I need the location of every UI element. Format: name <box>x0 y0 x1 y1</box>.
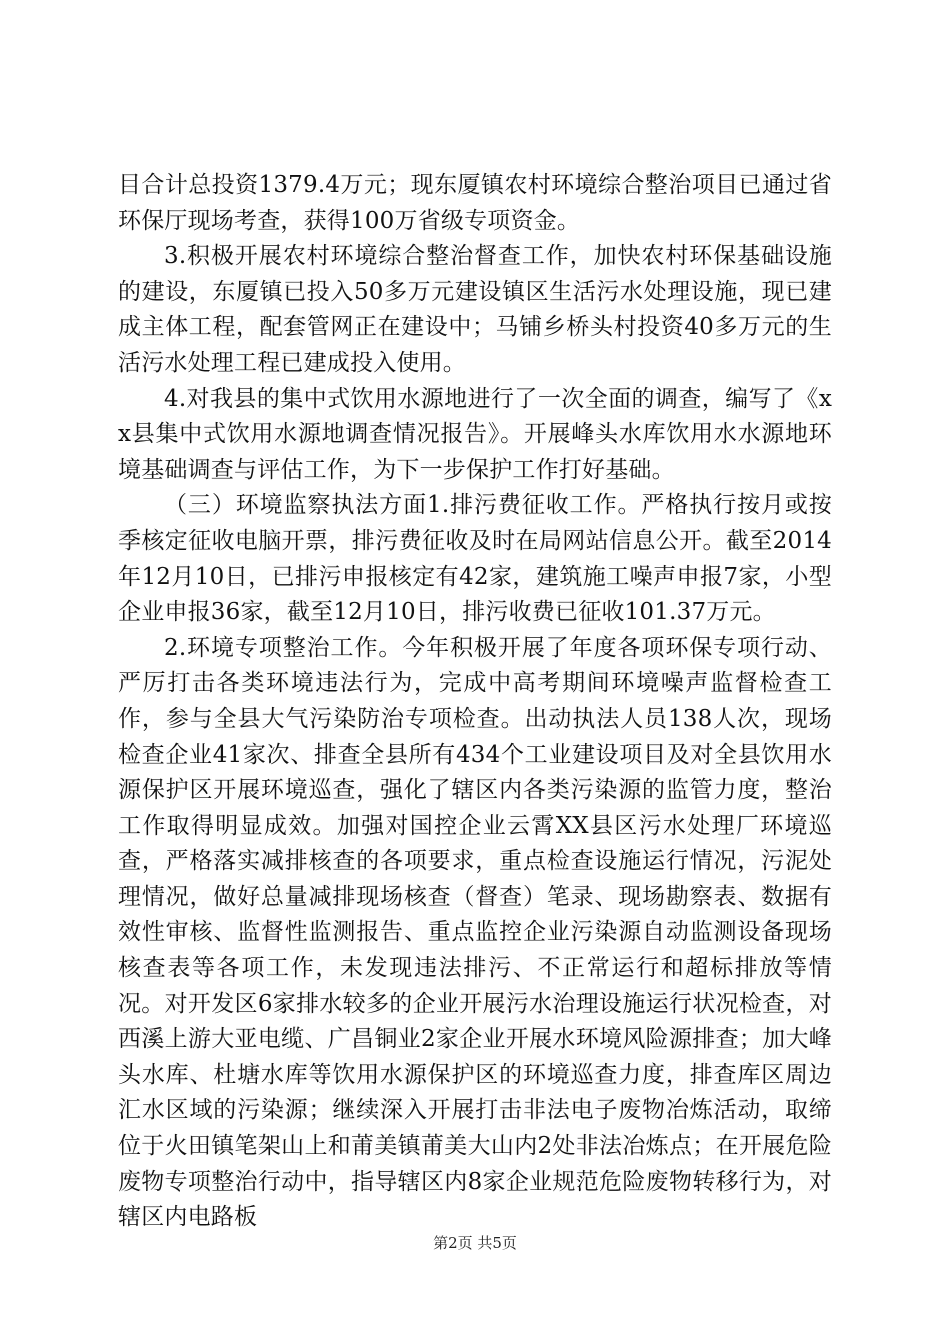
page-footer: 第2页 共5页 <box>433 1234 517 1252</box>
paragraph-2: 3.积极开展农村环境综合整治督查工作，加快农村环保基础设施的建设，东厦镇已投入50多万元建设镇区生活污水处理设施，现已建成主体工程，配套管网正在建设中；马铺乡桥头村投资40多万元的生活污水处理工程已建成投入使用。 <box>118 243 832 376</box>
paragraph-3: 4.对我县的集中式饮用水源地进行了一次全面的调查，编写了《xx县集中式饮用水源地调查情况报告》。开展峰头水库饮用水水源地环境基础调查与评估工作，为下一步保护工作打好基础。 <box>118 385 832 483</box>
paragraph-5: 2.环境专项整治工作。今年积极开展了年度各项环保专项行动、严厉打击各类环境违法行为，完成中高考期间环境噪声监督检查工作，参与全县大气污染防治专项检查。出动执法人员138人次，现场检查企业41家次、排查全县所有434个工业建设项目及对全县饮用水源保护区开展环境巡查，强化了辖区内各类污染源的监管力度，整治工作取得明显成效。加强对国控企业云霄XX县区污水处理厂环境巡查，严格落实减排核查的各项要求，重点检查设施运行情况，污泥处理情况，做好总量减排现场核查（督查）笔录、现场勘察表、数据有效性审核、监督性监测报告、重点监控企业污染源自动监测设备现场核查表等各项工作，未发现违法排污、不正常运行和超标排放等情况。对开发区6家排水较多的企业开展污水治理设施运行状况检查，对西溪上游大亚电缆、广昌铜业2家企业开展水环境风险源排查；加大峰头水库、杜塘水库等饮用水源保护区的环境巡查力度，排查库区周边汇水区域的污染源；继续深入开展打击非法电子废物冶炼活动，取缔位于火田镇笔架山上和莆美镇莆美大山内2处非法冶炼点；在开展危险废物专项整治行动中，指导辖区内8家企业规范危险废物转移行为，对辖区内电路板 <box>118 634 832 1231</box>
paragraph-4: （三）环境监察执法方面1.排污费征收工作。严格执行按月或按季核定征收电脑开票，排污费征收及时在局网站信息公开。截至2014年12月10日，已排污申报核定有42家，建筑施工噪声申报7家，小型企业申报36家，截至12月10日，排污收费已征收101.37万元。 <box>118 492 832 626</box>
document-body <box>118 168 832 1236</box>
paragraph-1: 目合计总投资1379.4万元；现东厦镇农村环境综合整治项目已通过省环保厅现场考查，获得100万省级专项资金。 <box>118 172 832 234</box>
